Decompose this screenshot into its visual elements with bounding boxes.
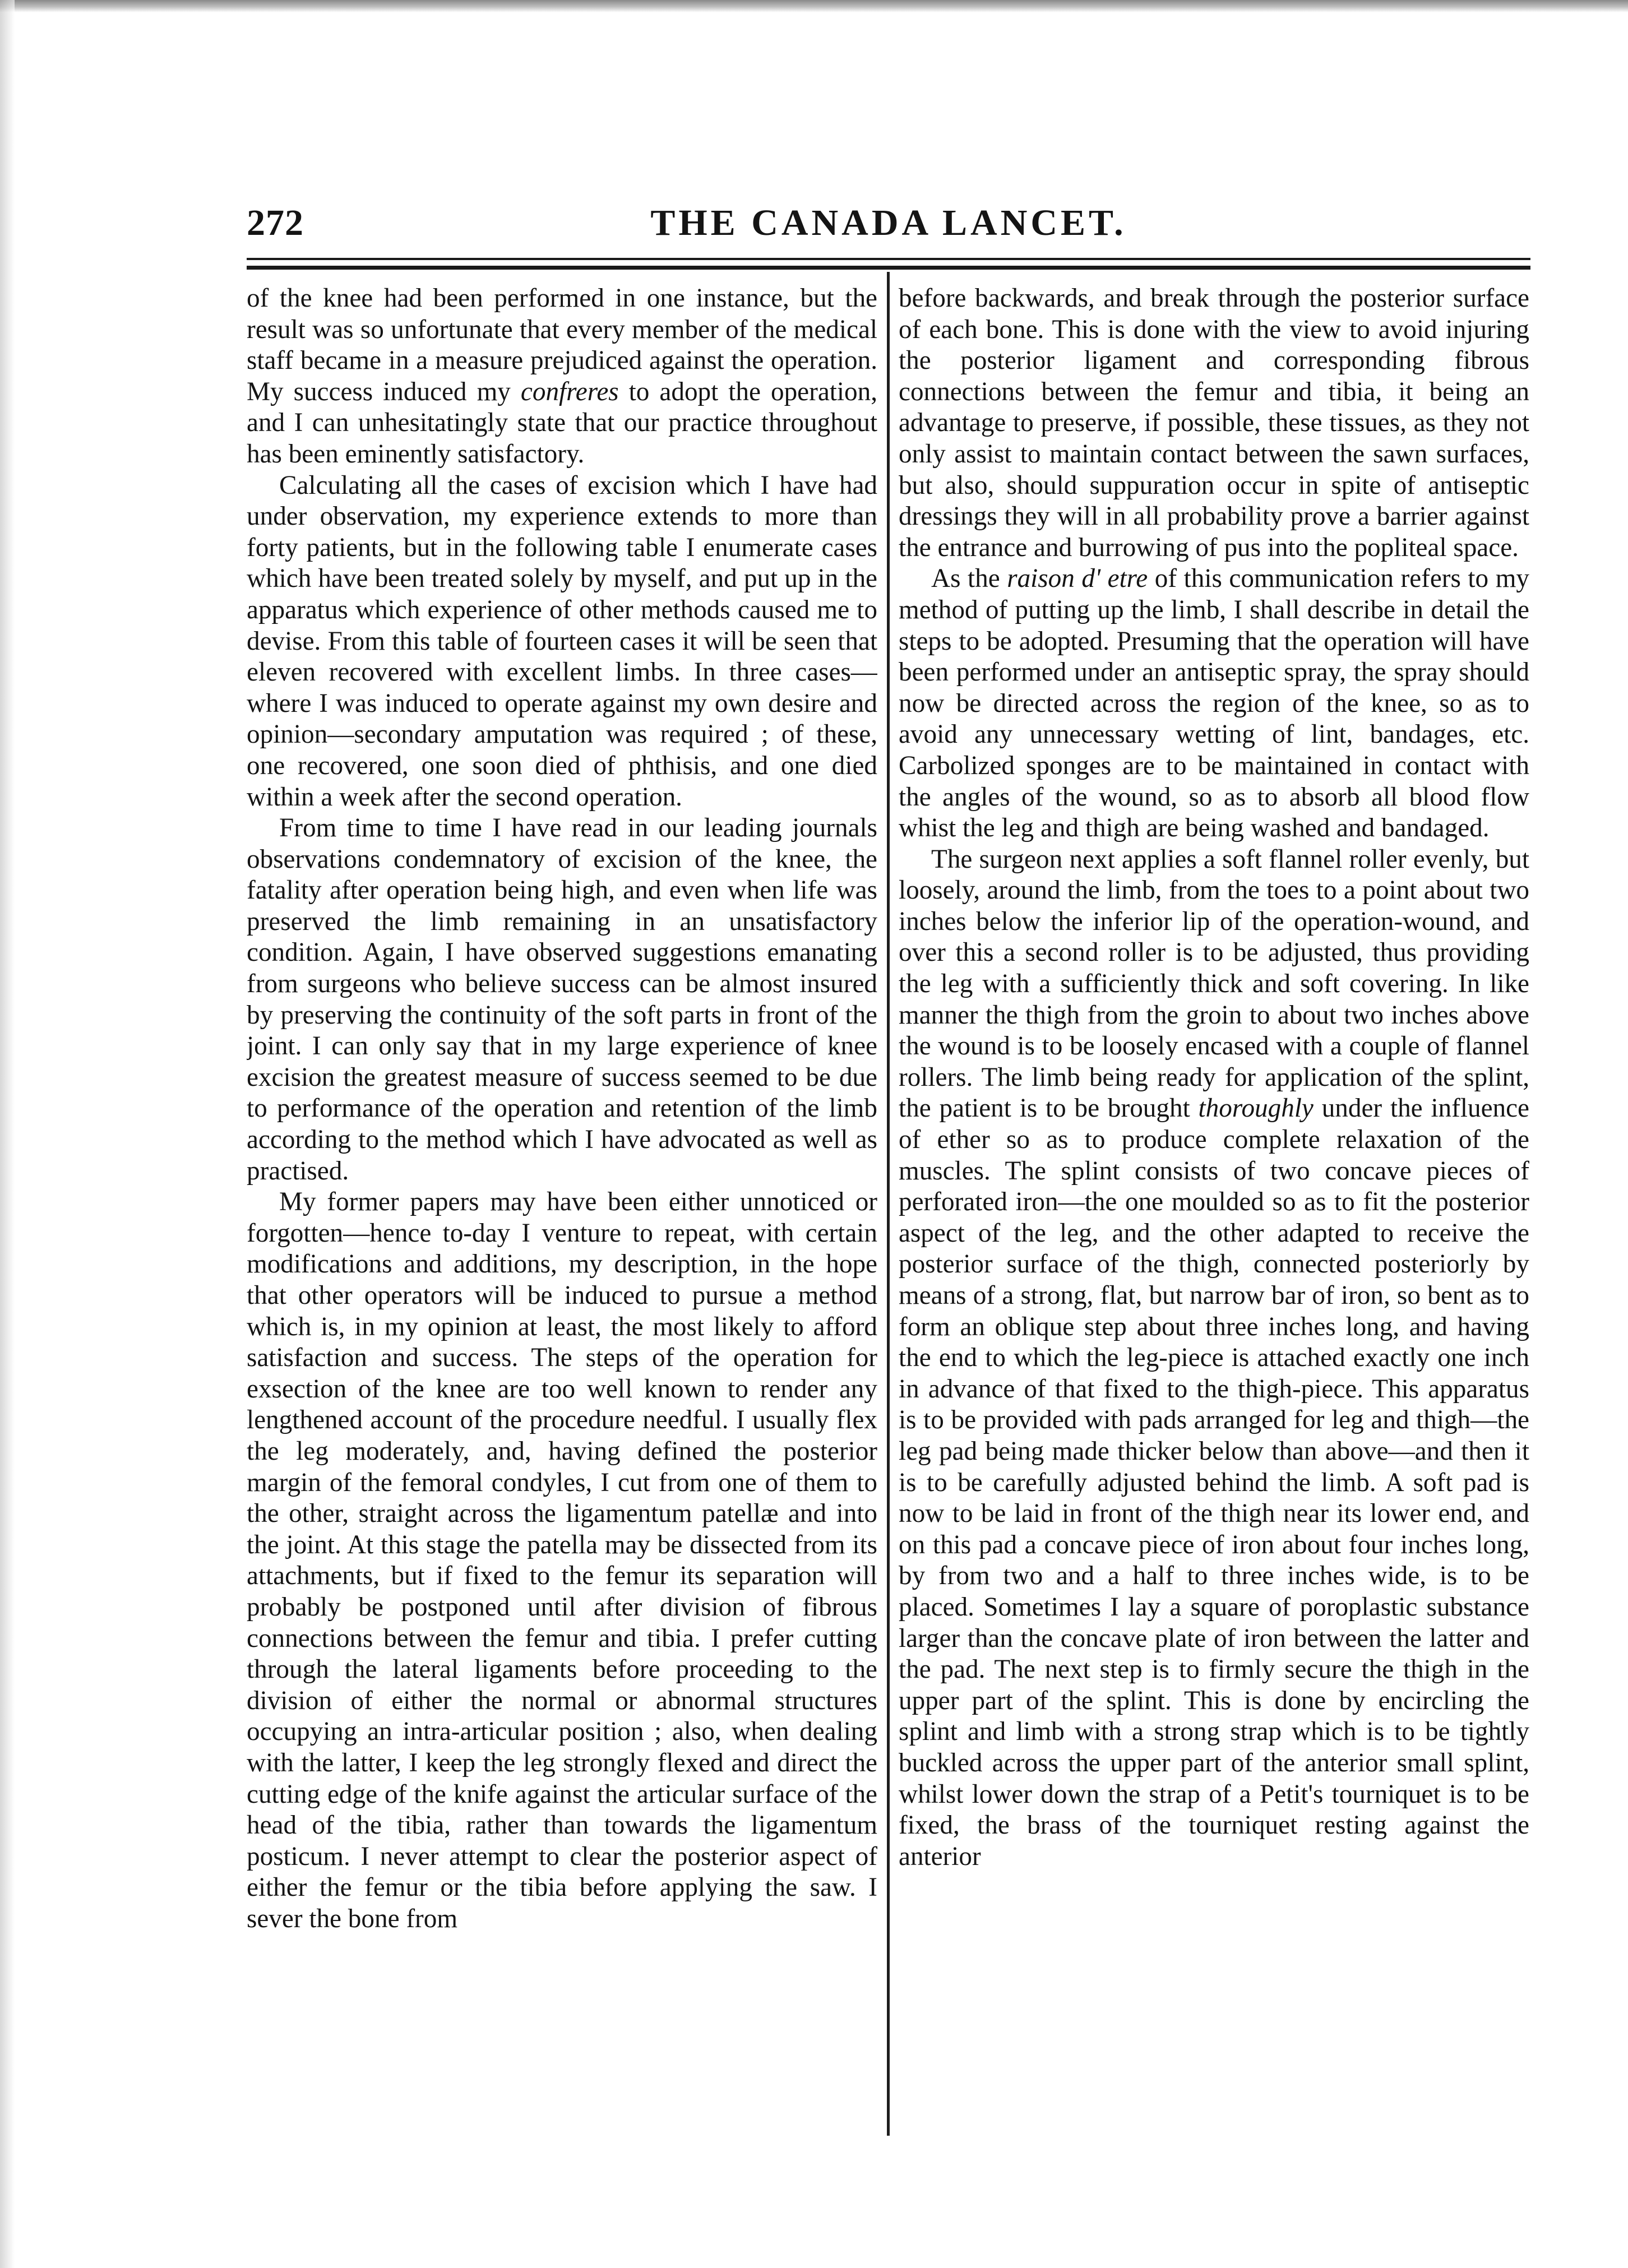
header-rule-bottom — [247, 266, 1530, 270]
header-rule-top — [247, 258, 1530, 260]
scan-edge-left — [0, 0, 15, 2268]
paragraph: before backwards, and break through the posterior surface of each bone. This is done with the view to avoid injuring the posterior ligament and corresponding fibrous connections between the femur and tibia, it being an advantage to preserve, if possible, these tissues, as they not only assist to maintain contact between the sawn surfaces, but also, should suppuration occur in spite of antiseptic dressings they will in all probability prove a barrier against the entrance and burrowing of pus into the popliteal space. — [899, 284, 1529, 562]
scan-edge-top — [0, 0, 1628, 12]
column-divider — [887, 272, 890, 2136]
page-number: 272 — [247, 202, 304, 243]
right-column — [899, 283, 1529, 2133]
left-column — [247, 283, 877, 2133]
page-header — [247, 202, 1530, 258]
paragraph: As the raison d' etre of this communication refers to my method of putting up the limb, I shall describe in detail the steps to be adopted. Presuming that the operation will have been performed under an antiseptic spray, the spray should now be directed across the region of the knee, so as to avoid any unnecessary wetting of lint, bandages, etc. Carbolized sponges are to be maintained in contact with the angles of the wound, so as to absorb all blood flow whist the leg and thigh are being washed and bandaged. — [899, 564, 1529, 843]
paragraph: of the knee had been performed in one instance, but the result was so unfortunate that every member of the medical staff became in a measure prejudiced against the operation. My success induced my confreres to adopt the operation, and I can unhesitatingly state that our practice throughout has been eminently satisfactory. — [247, 284, 877, 469]
running-title: THE CANADA LANCET. — [650, 202, 1127, 243]
paragraph: My former papers may have been either unnoticed or forgotten—hence to-day I venture to repeat, with certain modifications and additions, my description, in the hope that other operators will be induced to pursue a method which is, in my opinion at least, the most likely to afford satisfaction and success. The steps of the operation for exsection of the knee are too well known to render any lengthened account of the procedure needful. I usually flex the leg moderately, and, having defined the posterior margin of the femoral condyles, I cut from one of them to the other, straight across the ligamentum patellæ and into the joint. At this stage the patella may be dissected from its attachments, but if fixed to the femur its separation will probably be postponed until after division of fibrous connections between the femur and tibia. I prefer cutting through the lateral ligaments before proceeding to the division of either the normal or abnormal structures occupying an intra-articular position ; also, when dealing with the latter, I keep the leg strongly flexed and direct the cutting edge of the knife against the articular surface of the head of the tibia, rather than towards the ligamentum posticum. I never attempt to clear the posterior aspect of either the femur or the tibia before applying the saw. I sever the bone from — [247, 1187, 877, 1933]
paragraph: From time to time I have read in our leading journals observations condemnatory of excision of the knee, the fatality after operation being high, and even when life was preserved the limb remaining in an unsatisfactory condition. Again, I have observed suggestions emanating from surgeons who believe success can be almost insured by preserving the continuity of the soft parts in front of the joint. I can only say that in my large experience of knee excision the greatest measure of success seemed to be due to performance of the operation and retention of the limb according to the method which I have advocated as well as practised. — [247, 813, 877, 1186]
paragraph: The surgeon next applies a soft flannel roller evenly, but loosely, around the limb, from the toes to a point about two inches below the inferior lip of the operation-wound, and over this a second roller is to be adjusted, thus providing the leg with a sufficiently thick and soft covering. In like manner the thigh from the groin to about two inches above the wound is to be loosely encased with a couple of flannel rollers. The limb being ready for application of the splint, the patient is to be brought thoroughly under the influence of ether so as to produce complete relaxation of the muscles. The splint consists of two concave pieces of perforated iron—the one moulded so as to fit the posterior aspect of the leg, and the other adapted to receive the posterior surface of the thigh, connected posteriorly by means of a strong, flat, but narrow bar of iron, so bent as to form an oblique step about three inches long, and having the end to which the leg-piece is attached exactly one inch in advance of that fixed to the thigh-piece. This apparatus is to be provided with pads arranged for leg and thigh—the leg pad being made thicker below than above—and then it is to be carefully adjusted behind the limb. A soft pad is now to be laid in front of the thigh near its lower end, and on this pad a concave piece of iron about four inches long, by from two and a half to three inches wide, is to be placed. Sometimes I lay a square of poroplastic substance larger than the concave plate of iron between the latter and the pad. The next step is to firmly secure the thigh in the upper part of the splint. This is done by encircling the splint and limb with a strong strap which is to be tightly buckled across the upper part of the anterior small splint, whilst lower down the strap of a Petit's tourniquet is to be fixed, the brass of the tourniquet resting against the anterior — [899, 844, 1529, 1871]
paragraph: Calculating all the cases of excision which I have had under observation, my experience extends to more than forty patients, but in the following table I enumerate cases which have been treated solely by myself, and put up in the apparatus which experience of other methods caused me to devise. From this table of fourteen cases it will be seen that eleven recovered with excellent limbs. In three cases—where I was induced to operate against my own desire and opinion—secondary amputation was required ; of these, one recovered, one soon died of phthisis, and one died within a week after the second operation. — [247, 470, 877, 812]
